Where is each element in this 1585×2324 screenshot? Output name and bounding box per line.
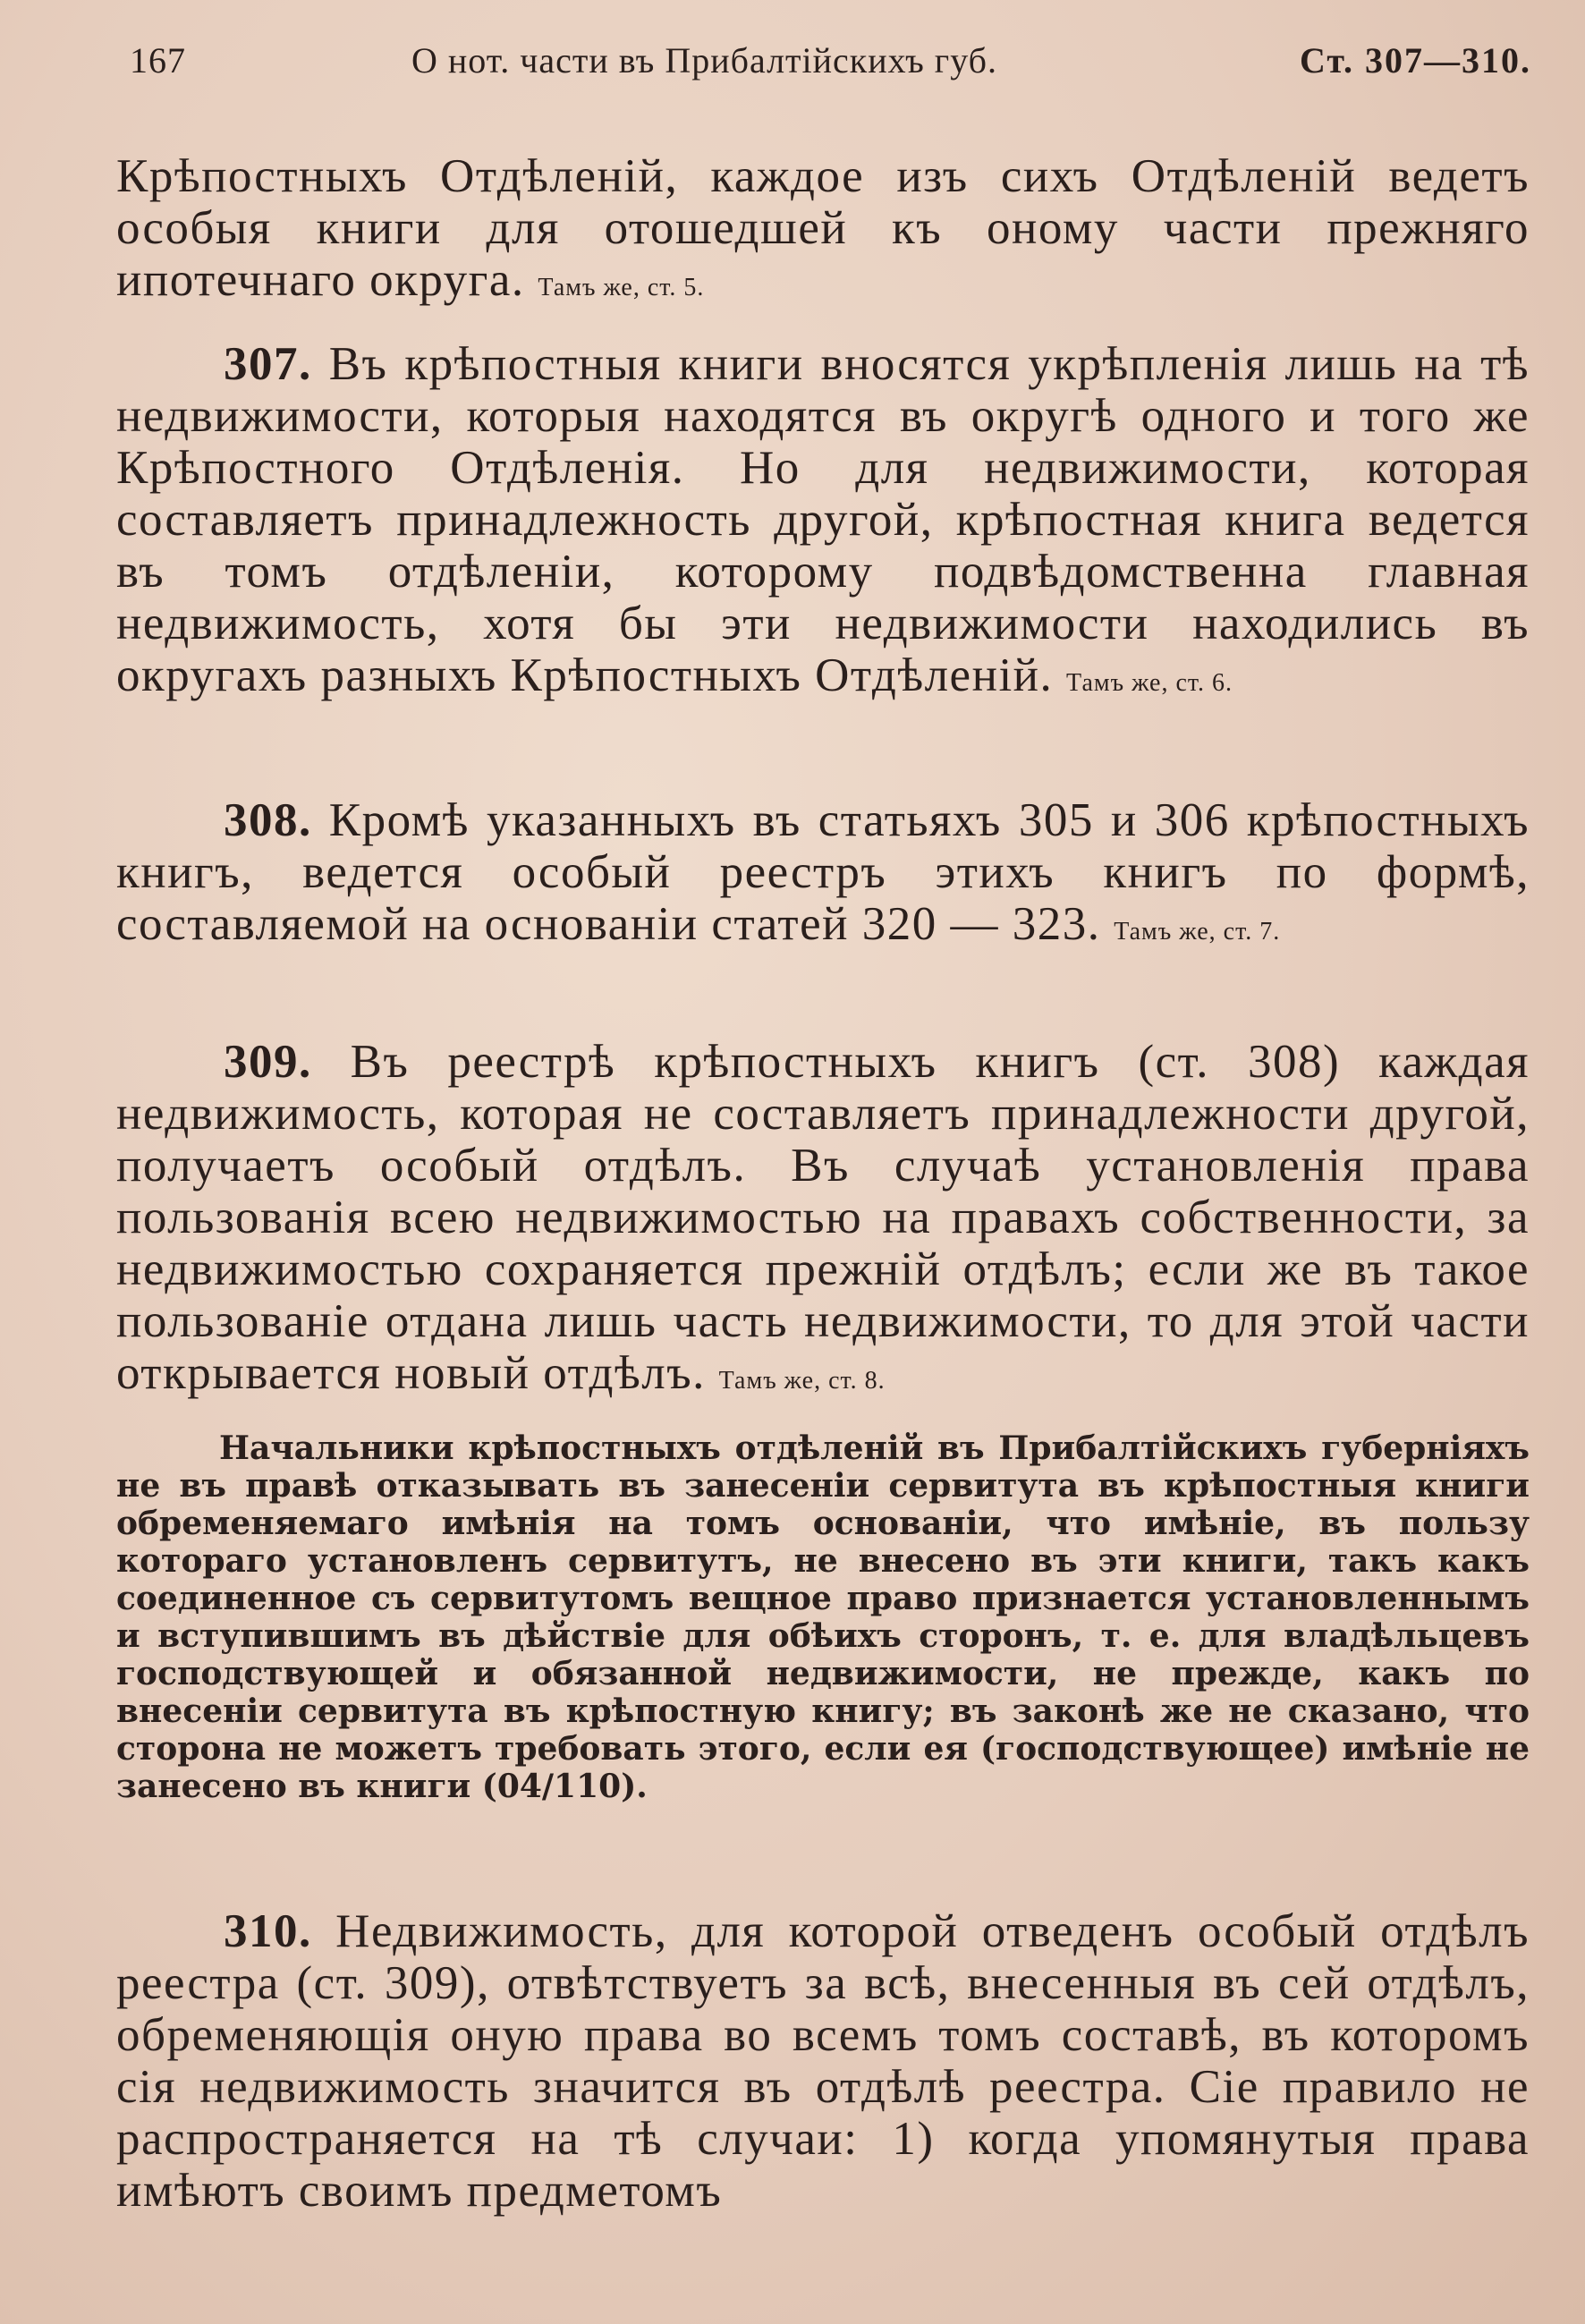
article-number: 310.: [224, 1905, 312, 1957]
article-308: [116, 794, 1530, 958]
article-number: 307.: [224, 338, 312, 390]
running-title: О нот. части въ Прибалтійскихъ губ.: [411, 40, 998, 81]
source-citation: Тамъ же, ст. 5.: [538, 274, 705, 301]
article-text: Въ реестрѣ крѣпостныхъ книгъ (ст. 308) каждая недвижимость, которая не составляетъ принадлежности другой, получаетъ особый отдѣлъ. Въ случаѣ установленія права пользованія всею недвижимостью на правахъ собственности, за недвижимостью сохраняется прежній отдѣлъ; если же въ такое пользованіе отдана лишь часть недвижимости, то для этой части открывается новый отдѣлъ.: [116, 1036, 1530, 1399]
article-307: [116, 338, 1530, 709]
page-number: 167: [130, 40, 186, 81]
article-309: [116, 1036, 1530, 1407]
note-text: Начальники крѣпостныхъ отдѣленій въ Прибалтійскихъ губерніяхъ не въ правѣ отказывать въ занесеніи сервитута въ крѣпостныя книги обременяемаго имѣнія на томъ основаніи, что имѣніе, въ пользу котораго установленъ сервитутъ, не внесено въ эти книги, такъ какъ соединенное съ сервитутомъ вещное право признается установленнымъ и вступившимъ въ дѣйствіе для обѣихъ сторонъ, т. е. для владѣльцевъ господствующей и обязанной недвижимости, не прежде, какъ по внесеніи сервитута въ крѣпостную книгу; въ законѣ же не сказано, что сторона не можетъ требовать этого, если ея (господствующее) имѣніе не занесено въ книги (04/110).: [116, 1429, 1530, 1805]
article-310: [116, 1905, 1530, 2217]
paragraph-continuation: [116, 150, 1530, 314]
article-text: Кромѣ указанныхъ въ статьяхъ 305 и 306 крѣпостныхъ книгъ, ведется особый реестръ этихъ книгъ по формѣ, составляемой на основаніи статей 320 — 323.: [116, 794, 1530, 950]
running-head: [130, 39, 1531, 93]
source-citation: Тамъ же, ст. 6.: [1066, 669, 1233, 697]
article-number: 309.: [224, 1036, 312, 1088]
article-text: Въ крѣпостныя книги вносятся укрѣпленія лишь на тѣ недвижимости, которыя находятся въ округѣ одного и того же Крѣпостного Отдѣленія. Но для недвижимости, которая составляетъ принадлежность другой, крѣпостная книга ведется въ томъ отдѣленіи, которому подвѣдомственна главная недвижимость, хотя бы эти недвижимости находились въ округахъ разныхъ Крѣпостныхъ Отдѣленій.: [116, 338, 1530, 701]
article-range: Ст. 307—310.: [1300, 40, 1531, 81]
source-citation: Тамъ же, ст. 7.: [1114, 918, 1281, 946]
annotation-note: [116, 1429, 1530, 1805]
article-text: Недвижимость, для которой отведенъ особый отдѣлъ реестра (ст. 309), отвѣтствуетъ за всѣ, внесенныя въ сей отдѣлъ, обременяющія оную права во всемъ томъ составѣ, въ которомъ сія недвижимость значится въ отдѣлѣ реестра. Сіе правило не распространяется на тѣ случаи: 1) когда упомянутыя права имѣютъ своимъ предметомъ: [116, 1905, 1530, 2217]
paragraph-text: Крѣпостныхъ Отдѣленій, каждое изъ сихъ Отдѣленій ведетъ особыя книги для отошедшей къ оному части прежняго ипотечнаго округа.: [116, 150, 1530, 306]
source-citation: Тамъ же, ст. 8.: [718, 1367, 886, 1395]
article-number: 308.: [224, 794, 312, 846]
